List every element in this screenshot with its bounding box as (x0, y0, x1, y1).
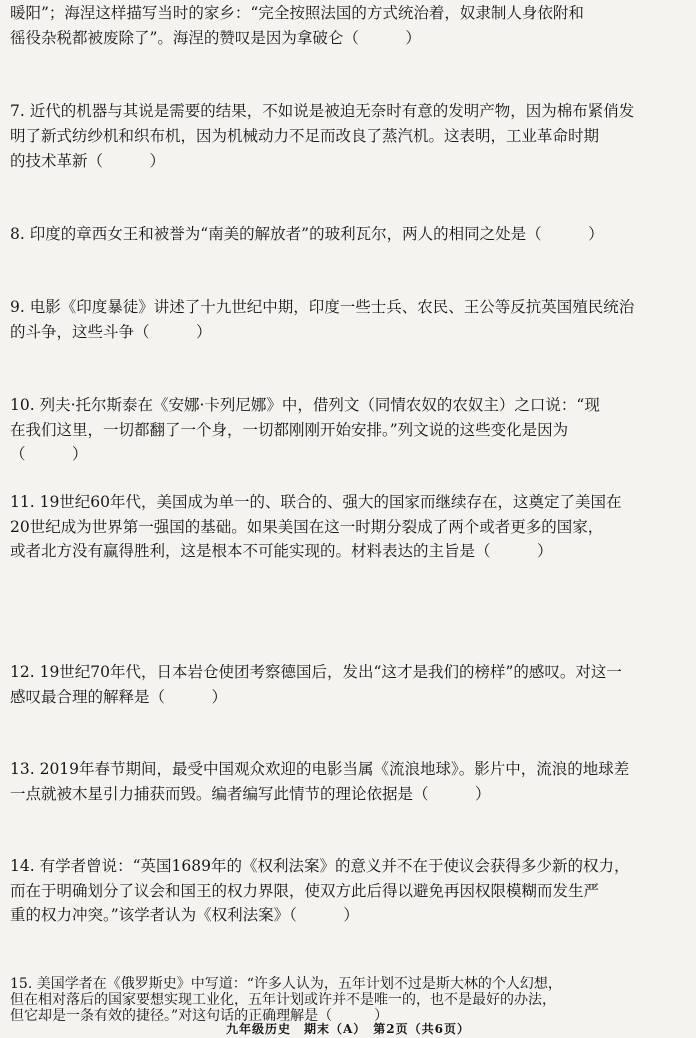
page-footer: 九年级历史 期末（A） 第2页（共6页） (225, 1022, 470, 1036)
q9-stem-line2: 的斗争，这些斗争（ ） (10, 323, 212, 341)
q14-stem-line2: 而在于明确划分了议会和国王的权力界限，使双方此后得以避免再因权限模糊而发生严 (10, 882, 600, 900)
q15-stem-line2: 但在相对落后的国家要想实现工业化，五年计划或许并不是唯一的，也不是最好的办法， (10, 992, 556, 1008)
q12-stem-line2: 感叹最合理的解释是（ ） (10, 688, 228, 706)
q7-stem-line2: 明了新式纺纱机和织布机，因为机械动力不足而改良了蒸汽机。这表明，工业革命时期 (10, 127, 600, 145)
q6-stem-line1: 暖阳”；海涅这样描写当时的家乡：“完全按照法国的方式统治着，奴隶制人身依附和 (10, 4, 584, 22)
q13-stem-line1: 13. 2019年春节期间，最受中国观众欢迎的电影当属《流浪地球》。影片中，流浪的地球差 (10, 760, 630, 778)
q10-stem-line3: （ ） (10, 445, 88, 463)
q9-stem-line1: 9. 电影《印度暴徒》讲述了十九世纪中期，印度一些士兵、农民、王公等反抗英国殖民统治 (10, 298, 635, 316)
q12-stem-line1: 12. 19世纪70年代，日本岩仓使团考察德国后，发出“这才是我们的榜样”的感叹。对这一 (10, 663, 622, 681)
q15-stem-line3: 但它却是一条有效的捷径。”对这句话的正确理解是（ ） (10, 1008, 389, 1024)
q7-stem-line1: 7. 近代的机器与其说是需要的结果，不如说是被迫无奈时有意的发明产物，因为棉布紧俏发 (10, 102, 635, 120)
q10-stem-line1: 10. 列夫·托尔斯泰在《安娜·卡列尼娜》中，借列文（同情农奴的农奴主）之口说：“现 (10, 396, 600, 414)
q11-stem-line2: 20世纪成为世界第一强国的基础。如果美国在这一时期分裂成了两个或者更多的国家， (10, 518, 604, 536)
q13-stem-line2: 一点就被木星引力捕获而毁。编者编写此情节的理论依据是（ ） (10, 785, 491, 803)
q14-stem-line3: 重的权力冲突。”该学者认为《权利法案》（ ） (10, 906, 359, 924)
q15-stem-line1: 15. 美国学者在《俄罗斯史》中写道：“许多人认为，五年计划不过是斯大林的个人幻想， (10, 976, 562, 992)
q8-stem-line1: 8. 印度的章西女王和被誉为“南美的解放者”的玻利瓦尔，两人的相同之处是（ ） (10, 225, 604, 243)
q11-stem-line1: 11. 19世纪60年代，美国成为单一的、联合的、强大的国家而继续存在，这奠定了美国在 (10, 493, 622, 511)
q10-stem-line2: 在我们这里，一切都翻了一个身，一切都刚刚开始安排。”列文说的这些变化是因为 (10, 421, 569, 439)
q6-stem-line2: 徭役杂税都被废除了”。海涅的赞叹是因为拿破仑（ ） (10, 29, 421, 47)
q7-stem-line3: 的技术革新（ ） (10, 152, 166, 170)
q11-stem-line3: 或者北方没有赢得胜利，这是根本不可能实现的。材料表达的主旨是（ ） (10, 542, 553, 560)
q14-stem-line1: 14. 有学者曾说：“英国1689年的《权利法案》的意义并不在于使议会获得多少新的权力， (10, 857, 630, 875)
